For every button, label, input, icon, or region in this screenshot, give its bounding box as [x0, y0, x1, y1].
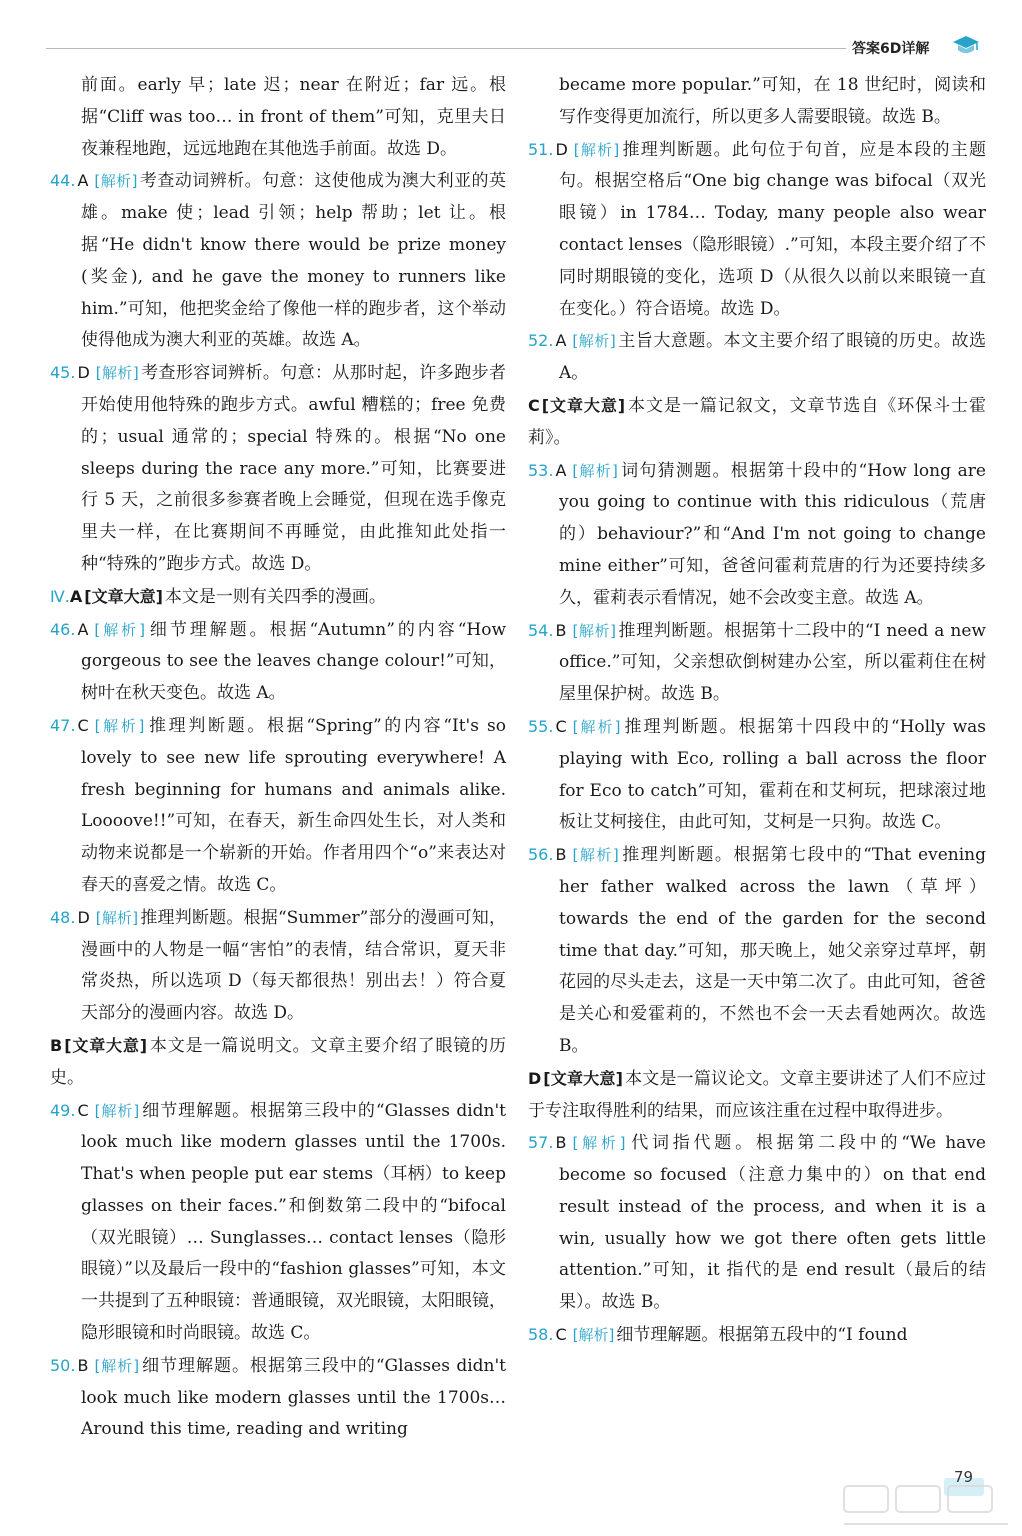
question-number: 57. [528, 1133, 554, 1153]
question-number: 50. [50, 1355, 76, 1375]
answer-letter: B [555, 845, 567, 865]
answer-letter: A [77, 171, 89, 191]
question-number: 45. [50, 363, 76, 383]
explanation-text: 细节理解题。根据“Autumn”的内容“How gorgeous to see the leaves change colour!”可知，树叶在秋天变色。故选 A。 [81, 619, 506, 704]
analysis-tag: [解析] [572, 1134, 626, 1153]
answer-item-56 [528, 839, 986, 1063]
left-column [50, 70, 506, 1446]
answer-letter: A [555, 331, 567, 351]
continuation-text: 前面。early 早；late 迟；near 在附近；far 远。根据“Cliff was too… in front of them”可知，克里夫日夜兼程地跑，远远地跑在其他选手前面。故选 D。 [81, 75, 506, 159]
section-iv-summary [50, 581, 506, 614]
answer-item-51 [528, 134, 986, 326]
explanation-text: 推理判断题。根据“Summer”部分的漫画可知，漫画中的人物是一幅“害怕”的表情，结合常识，夏天非常炎热，所以选项 D（每天都很热！别出去！）符合夏天部分的漫画内容。故选 D。 [81, 907, 506, 1024]
answer-item-46 [50, 614, 506, 710]
section-d-summary [528, 1063, 986, 1128]
header-label: 答案6D详解 [852, 41, 930, 57]
answer-item-52 [528, 325, 986, 390]
section-label: A [69, 586, 83, 606]
answer-item-55 [528, 711, 986, 839]
summary-text: 本文是一篇记叙文，文章节选自《环保斗士霍莉》。 [528, 395, 986, 448]
analysis-tag: [解析] [94, 716, 145, 735]
watermark-logo [838, 1482, 1014, 1534]
answer-letter: B [77, 1355, 89, 1375]
answer-letter: D [555, 139, 568, 159]
graduation-cap-icon [952, 34, 980, 56]
analysis-tag: [解析] [572, 1326, 615, 1345]
answer-letter: C [77, 715, 89, 735]
explanation-text: 推理判断题。根据第十四段中的“Holly was playing with Eco, rolling a ball across the floor for Eco to catch”可知，霍莉在和艾柯玩，把球滚过地板让艾柯接住，由此可知，艾柯是一只狗。故选 C。 [559, 716, 986, 833]
explanation-text: 细节理解题。根据第三段中的“Glasses didn't look much like modern glasses until the 1700s. That's when people put ear stems（耳柄）to keep glasses on their faces.”和倒数第二段中的“bifocal（双光眼镜）… Sunglasses… contact lenses（隐形眼镜）”以及最后一段中的“fashion glasses”可知，本文一共提到了五种眼镜：普通眼镜，双光眼镜，太阳眼镜，隐形眼镜和时尚眼镜。故选 C。 [81, 1100, 506, 1344]
answer-letter: B [555, 620, 567, 640]
page-number: 79 [954, 1468, 974, 1486]
answer-item-53 [528, 455, 986, 615]
explanation-text: 细节理解题。根据第三段中的“Glasses didn't look much like modern glasses until the 1700s… Around this time, reading and writing [81, 1355, 506, 1440]
analysis-tag: [解析] [572, 621, 616, 640]
analysis-tag: [解析] [94, 1101, 140, 1120]
answer-letter: B [555, 1133, 567, 1153]
question-number: 51. [528, 139, 554, 159]
answer-item-54 [528, 615, 986, 711]
summary-text: 本文是一篇议论文。文章主要讲述了人们不应过于专注取得胜利的结果，而应该注重在过程中取得进步。 [528, 1068, 986, 1121]
analysis-tag: [解析] [94, 172, 138, 191]
section-label: B [50, 1035, 63, 1055]
explanation-text: 考查动词辨析。句意：这使他成为澳大利亚的英雄。make 使；lead 引领；help 帮助；let 让。根据“He didn't know there would be prize money (奖金), and he gave the money to runners like him.”可知，他把奖金给了像他一样的跑步者，这个举动使得他成为澳大利亚的英雄。故选 A。 [81, 171, 506, 351]
explanation-text: 细节理解题。根据第五段中的“I found [616, 1325, 908, 1346]
answer-letter: A [555, 460, 567, 480]
question-number: 49. [50, 1100, 76, 1120]
question-number: 44. [50, 171, 76, 191]
explanation-text: 推理判断题。根据第七段中的“That evening her father walked across the lawn（草坪）towards the end of the garden for the second time that day.”可知，那天晚上，她父亲穿过草坪，朝花园的尽头走去，这是一天中第二次了。由此可知，爸爸是关心和爱霍莉的，不然也不会一天去看她两次。故选 B。 [559, 845, 986, 1056]
answer-item-57 [528, 1127, 986, 1319]
question-number: 58. [528, 1325, 554, 1345]
answer-letter: C [555, 1325, 567, 1345]
explanation-text: 推理判断题。此句位于句首，应是本段的主题句。根据空格后“One big change was bifocal（双光眼镜）in 1784… Today, many people also wear contact lenses（隐形眼镜）.”可知，本段主要介绍了不同时期眼镜的变化，选项 D（从很久以前以来眼镜一直在变化。）符合语境。故选 D。 [559, 139, 986, 319]
answer-item-48 [50, 902, 506, 1030]
summary-text: 本文是一篇说明文。文章主要介绍了眼镜的历史。 [50, 1035, 506, 1088]
section-label: C [528, 395, 540, 415]
summary-tag: [文章大意] [64, 1035, 148, 1055]
question-number: 47. [50, 715, 76, 735]
analysis-tag: [解析] [95, 908, 139, 927]
answer-letter: C [77, 1100, 89, 1120]
analysis-tag: [解析] [573, 140, 620, 159]
answer-item-50 [50, 1350, 506, 1446]
analysis-tag: [解析] [95, 364, 139, 383]
analysis-tag: [解析] [94, 620, 145, 639]
question-number: 48. [50, 907, 76, 927]
question-number: 56. [528, 845, 554, 865]
answer-item-47 [50, 710, 506, 902]
question-number: 55. [528, 716, 554, 736]
explanation-text: 词句猜测题。根据第十段中的“How long are you going to continue with this ridiculous（荒唐的）behaviour?”和“And I'm not going to change mine either”可知，爸爸问霍莉荒唐的行为还要持续多久，霍莉表示看情况，她不会改变主意。故选 A。 [559, 460, 986, 608]
analysis-tag: [解析] [572, 461, 618, 480]
explanation-text: 推理判断题。根据“Spring”的内容“It's so lovely to see new life sprouting everywhere! A fresh beginning for humans and animals alike. Loooove!!”可知，在春天，新生命四处生长，对人类和动物来说都是一个崭新的开始。作者用四个“o”来表达对春天的喜爱之情。故选 C。 [81, 715, 506, 895]
section-number: Ⅳ. [50, 586, 70, 606]
section-label: D [528, 1068, 542, 1088]
answer-item-45 [50, 357, 506, 581]
summary-text: 本文是一则有关四季的漫画。 [164, 586, 386, 607]
answer-item-44 [50, 165, 506, 357]
analysis-tag: [解析] [572, 846, 619, 865]
analysis-tag: [解析] [572, 332, 616, 351]
answer-letter: D [77, 363, 90, 383]
summary-tag: [文章大意] [541, 395, 626, 415]
explanation-text: 考查形容词辨析。句意：从那时起，许多跑步者开始使用他特殊的跑步方式。awful 糟糕的；free 免费的；usual 通常的；special 特殊的。根据“No one sleeps during the race any more.”可知，比赛要进行 5 天，之前很多参赛者晚上会睡觉，但现在选手像克里夫一样，在比赛期间不再睡觉，由此推知此处指一种“特殊的”跑步方式。故选 D。 [81, 363, 506, 574]
answer-letter: D [77, 907, 90, 927]
question-number: 54. [528, 620, 554, 640]
answer-item-58 [528, 1319, 986, 1352]
summary-tag: [文章大意] [84, 586, 163, 606]
explanation-text: 主旨大意题。本文主要介绍了眼镜的历史。故选 A。 [559, 331, 986, 384]
right-column [528, 70, 986, 1352]
summary-tag: [文章大意] [543, 1068, 623, 1088]
answer-letter: A [77, 619, 89, 639]
continuation-text: became more popular.”可知，在 18 世纪时，阅读和写作变得更加流行，所以更多人需要眼镜。故选 B。 [559, 75, 986, 127]
explanation-text: 代词指代题。根据第二段中的“We have become so focused（注意力集中的）on that end result instead of the process, and when it is a win, usually how we got there often gets little attention.”可知，it 指代的是 end result（最后的结果）。故选 B。 [559, 1133, 986, 1313]
answer-item-49 [50, 1095, 506, 1350]
analysis-tag: [解析] [572, 717, 621, 736]
question-number: 52. [528, 331, 554, 351]
section-b-summary [50, 1030, 506, 1095]
analysis-tag: [解析] [94, 1356, 140, 1375]
explanation-text: 推理判断题。根据第十二段中的“I need a new office.”可知，父亲想砍倒树建办公室，所以霍莉住在树屋里保护树。故选 B。 [559, 620, 986, 705]
header-rule [46, 48, 846, 49]
answer-letter: C [555, 716, 567, 736]
question-number: 53. [528, 460, 554, 480]
question-number: 46. [50, 619, 76, 639]
section-c-summary [528, 390, 986, 455]
